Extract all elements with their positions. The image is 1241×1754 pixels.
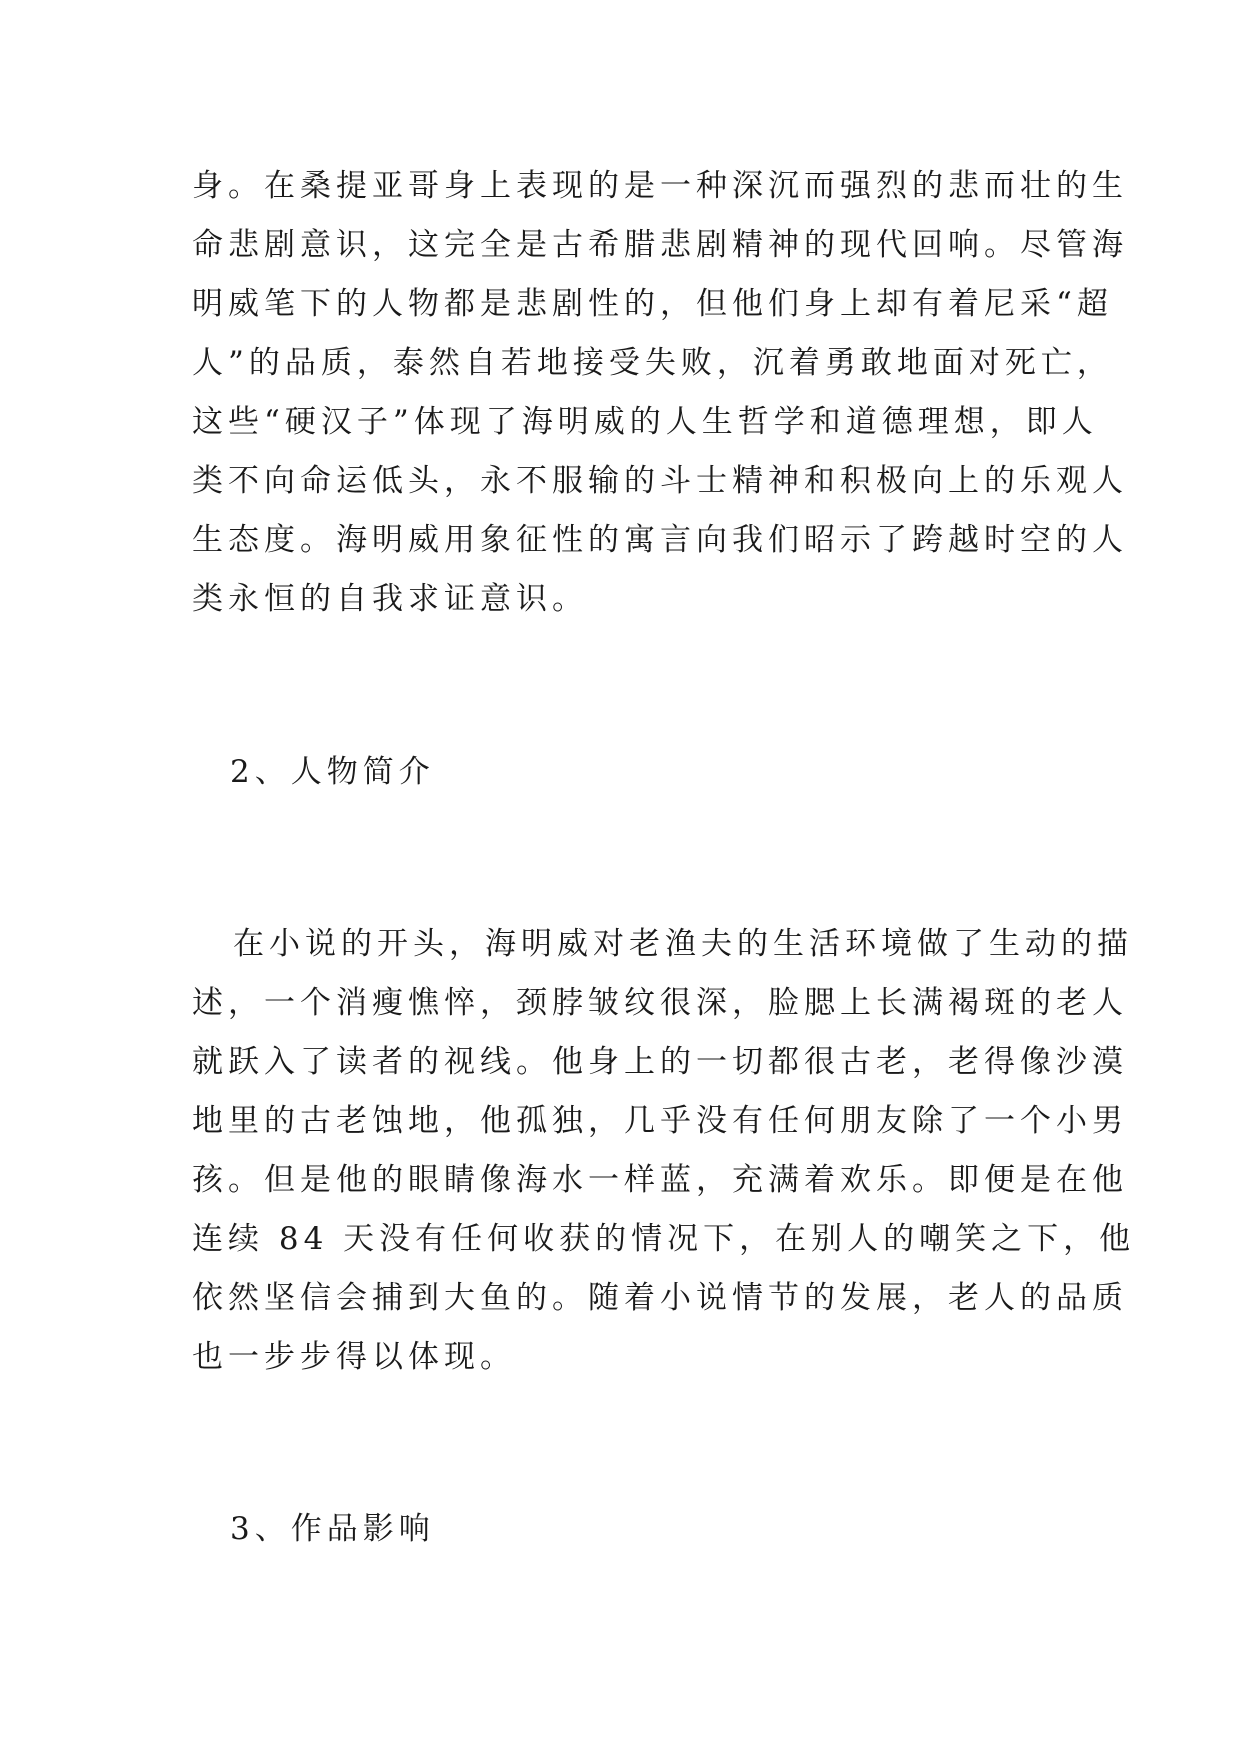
paragraph-line: 也一步步得以体现。 bbox=[192, 1339, 516, 1375]
paragraph-line: 类不向命运低头，永不服输的斗士精神和积极向上的乐观人 bbox=[192, 463, 1128, 499]
paragraph-line: 命悲剧意识，这完全是古希腊悲剧精神的现代回响。尽管海 bbox=[192, 227, 1128, 263]
paragraph-line: 述，一个消瘦憔悴，颈脖皱纹很深，脸腮上长满褐斑的老人 bbox=[192, 985, 1128, 1021]
paragraph-line: 在小说的开头，海明威对老渔夫的生活环境做了生动的描 bbox=[233, 926, 1133, 962]
paragraph-line: 生态度。海明威用象征性的寓言向我们昭示了跨越时空的人 bbox=[192, 522, 1128, 558]
paragraph-line: 连续 84 天没有任何收获的情况下，在别人的嘲笑之下，他 bbox=[192, 1221, 1136, 1257]
section-heading-text: 2、人物简介 bbox=[230, 754, 435, 790]
paragraph-line: 就跃入了读者的视线。他身上的一切都很古老，老得像沙漠 bbox=[192, 1044, 1128, 1080]
paragraph-line: 孩。但是他的眼睛像海水一样蓝，充满着欢乐。即便是在他 bbox=[192, 1162, 1128, 1198]
paragraph-continued bbox=[192, 157, 1128, 629]
paragraph-line: 依然坚信会捕到大鱼的。随着小说情节的发展，老人的品质 bbox=[192, 1280, 1128, 1316]
paragraph-line: 身。在桑提亚哥身上表现的是一种深沉而强烈的悲而壮的生 bbox=[192, 168, 1128, 204]
paragraph-line: 这些“硬汉子”体现了海明威的人生哲学和道德理想，即人 bbox=[192, 404, 1098, 440]
section-heading-text: 3、作品影响 bbox=[230, 1511, 435, 1547]
section-heading-influence bbox=[230, 1500, 1110, 1559]
paragraph-characters bbox=[192, 915, 1136, 1387]
paragraph-line: 明威笔下的人物都是悲剧性的，但他们身上却有着尼采“超 bbox=[192, 286, 1113, 322]
paragraph-line: 地里的古老蚀地，他孤独，几乎没有任何朋友除了一个小男 bbox=[192, 1103, 1128, 1139]
paragraph-line: 人”的品质，泰然自若地接受失败，沉着勇敢地面对死亡， bbox=[192, 345, 1113, 381]
paragraph-line: 类永恒的自我求证意识。 bbox=[192, 581, 588, 617]
section-heading-characters bbox=[230, 743, 1110, 802]
